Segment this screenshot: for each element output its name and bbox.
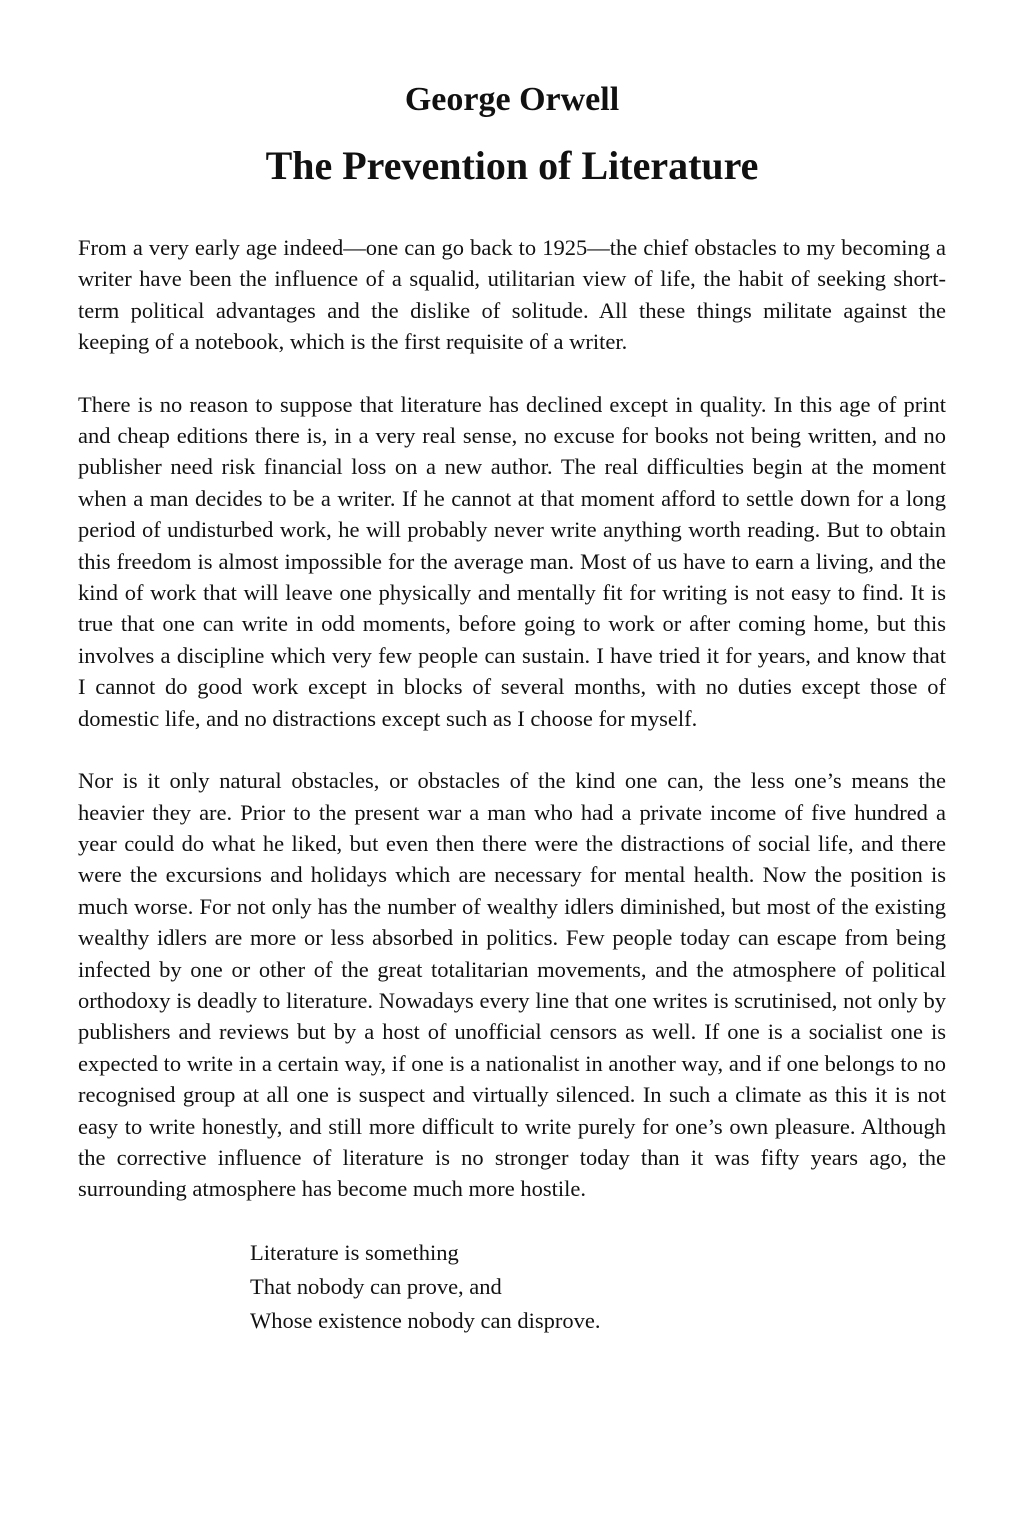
essay-body xyxy=(78,232,946,1205)
document-page xyxy=(78,78,946,1338)
essay-title: The Prevention of Literature xyxy=(265,143,759,188)
verse-line-1: Literature is something xyxy=(250,1239,459,1265)
verse-line-3: Whose existence nobody can disprove. xyxy=(250,1307,601,1333)
paragraph-2: There is no reason to suppose that literature has declined except in quality. In this age of print and cheap editions there is, in a very real sense, no excuse for books not being written, and no publisher need risk financial loss on a new author. The real difficulties begin at the moment when a man decides to be a writer. If he cannot at that moment afford to settle down for a long period of undisturbed work, he will probably never write anything worth reading. But to obtain this freedom is almost impossible for the average man. Most of us have to earn a living, and the kind of work that will leave one physically and mentally fit for writing is not easy to find. It is true that one can write in odd moments, before going to work or after coming home, but this involves a discipline which very few people can sustain. I have tried it for years, and know that I cannot do good work except in blocks of several months, with no duties except those of domestic life, and no distractions except such as I choose for myself. xyxy=(78,391,946,731)
verse-block xyxy=(250,1236,946,1338)
verse-line-2: That nobody can prove, and xyxy=(250,1273,502,1299)
author-name: George Orwell xyxy=(404,81,620,118)
paragraph-1: From a very early age indeed—one can go back to 1925—the chief obstacles to my becoming a writer have been the influence of a squalid, utilitarian view of life, the habit of seeking short-term political advantages and the dislike of solitude. All these things militate against the keeping of a notebook, which is the first requisite of a writer. xyxy=(78,235,946,355)
paragraph-3: Nor is it only natural obstacles, or obstacles of the kind one can, the less one’s means the heavier they are. Prior to the present war a man who had a private income of five hundred a year could do what he liked, but even then there were the distractions of social life, and there were the excursions and holidays which are necessary for mental health. Now the position is much worse. For not only has the number of wealthy idlers diminished, but most of the existing wealthy idlers are more or less absorbed in politics. Few people today can escape from being infected by one or other of the great totalitarian movements, and the atmosphere of political orthodoxy is deadly to literature. Nowadays every line that one writes is scrutinised, not only by publishers and reviews but by a host of unofficial censors as well. If one is a socialist one is expected to write in a certain way, if one is a nationalist in another way, and if one belongs to no recognised group at all one is suspect and virtually silenced. In such a climate as this it is not easy to write honestly, and still more difficult to write purely for one’s own pleasure. Although the corrective influence of literature is no stronger today than it was fifty years ago, the surrounding atmosphere has become much more hostile. xyxy=(78,768,946,1202)
